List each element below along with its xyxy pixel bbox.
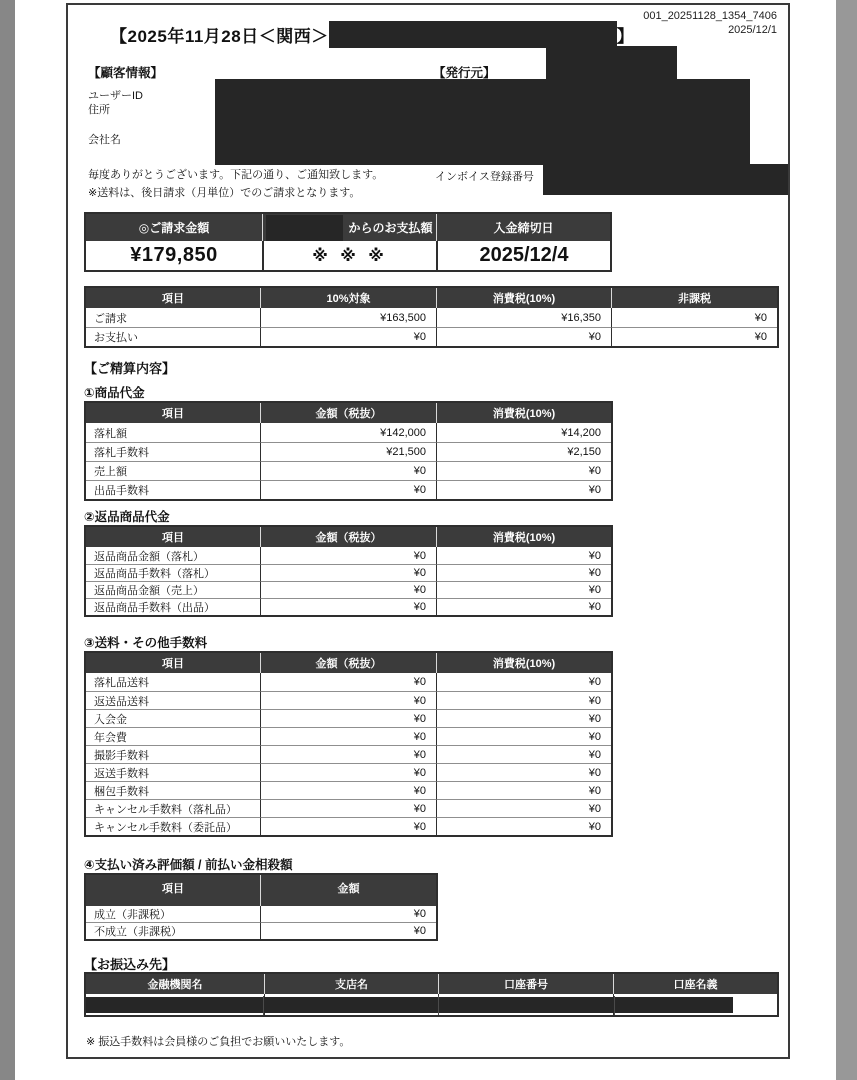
- cell-value: ¥0: [260, 547, 436, 564]
- table-row: [86, 673, 611, 691]
- cell-label: 返送手数料: [86, 763, 260, 781]
- col-header-amount: 金額（税抜）: [260, 403, 436, 423]
- cell-value: ¥0: [260, 709, 436, 727]
- cell-value: ¥0: [436, 327, 611, 346]
- returns-header-row: [86, 527, 611, 547]
- product-header-row: [86, 403, 611, 423]
- col-header-item: 項目: [86, 653, 260, 673]
- prepaid-section: [84, 855, 434, 941]
- cell-label: 梱包手数料: [86, 781, 260, 799]
- invoice-page: [66, 3, 790, 1059]
- settlement-section-title: 【ご精算内容】: [84, 361, 176, 376]
- prepaid-header-row: [86, 875, 436, 906]
- table-row: [86, 817, 611, 835]
- cell-value: ¥0: [436, 745, 611, 763]
- col-header-amount: 金額: [260, 875, 436, 906]
- cell-value: ¥0: [436, 763, 611, 781]
- redacted-customer-issuer-block: [215, 79, 750, 165]
- page-title: [110, 21, 634, 48]
- cell-value: ¥0: [260, 817, 436, 835]
- table-row: [86, 327, 777, 346]
- cell-value: ¥163,500: [260, 308, 436, 327]
- product-fees-section: [84, 383, 609, 501]
- cell-label: 落札額: [86, 423, 260, 442]
- field-label-address: 住所: [88, 104, 110, 116]
- issuer-section-label: 【発行元】: [433, 66, 496, 80]
- cell-value: ¥0: [436, 673, 611, 691]
- cell-label: 落札手数料: [86, 442, 260, 461]
- cell-value: ¥0: [260, 480, 436, 499]
- bank-transfer-section: [84, 954, 775, 1017]
- table-row: [86, 442, 611, 461]
- table-row: [86, 781, 611, 799]
- table-row: [86, 423, 611, 442]
- col-header-payment-from: からのお支払額: [262, 214, 436, 241]
- redacted-issuer-top: [546, 46, 677, 79]
- col-header-tax-exempt: 非課税: [611, 288, 777, 308]
- cell-value: ¥0: [436, 709, 611, 727]
- transfer-fee-note: ※ 振込手数料は会員様のご負担でお願いいたします。: [86, 1036, 351, 1048]
- table-row: [86, 598, 611, 615]
- cell-label: 返品商品金額（売上）: [86, 581, 260, 598]
- col-header-consumption-tax: 消費税(10%): [436, 288, 611, 308]
- cell-value: ¥0: [260, 906, 436, 922]
- cell-value: ¥0: [260, 581, 436, 598]
- cell-value: ¥0: [260, 564, 436, 581]
- table-row: [86, 799, 611, 817]
- table-row: [86, 547, 611, 564]
- cell-value: ¥0: [260, 727, 436, 745]
- table-row: [86, 763, 611, 781]
- cell-label: 撮影手数料: [86, 745, 260, 763]
- bank-column-divider: [614, 996, 615, 1015]
- table-row: [86, 709, 611, 727]
- col-header-bank-name: 金融機関名: [86, 974, 264, 994]
- cell-value: ¥0: [260, 598, 436, 615]
- col-header-billed-amount: ◎ご請求金額: [86, 214, 262, 241]
- field-label-user-id: ユーザーID: [88, 90, 143, 102]
- cell-label: 入会金: [86, 709, 260, 727]
- cell-label: 年会費: [86, 727, 260, 745]
- col-header-account-number: 口座番号: [438, 974, 613, 994]
- customer-section-label: 【顧客情報】: [88, 66, 164, 80]
- table-row: [86, 691, 611, 709]
- cell-value: ¥0: [260, 922, 436, 939]
- cell-value: ¥0: [260, 745, 436, 763]
- payment-value: ※ ※ ※: [262, 241, 436, 270]
- cell-label: キャンセル手数料（委託品）: [86, 817, 260, 835]
- returns-section: [84, 507, 609, 617]
- table-row: [86, 745, 611, 763]
- cell-label: 成立（非課税）: [86, 906, 260, 922]
- cell-value: ¥0: [436, 461, 611, 480]
- cell-value: ¥0: [260, 691, 436, 709]
- returns-title: ②返品商品代金: [84, 510, 170, 524]
- cell-label: 出品手数料: [86, 480, 260, 499]
- col-header-item: 項目: [86, 527, 260, 547]
- billing-summary-table: [84, 212, 608, 272]
- cell-label: 返品商品手数料（落札）: [86, 564, 260, 581]
- prepaid-title: ④支払い済み評価額 / 前払い金相殺額: [84, 858, 293, 872]
- cell-value: ¥0: [260, 461, 436, 480]
- cell-value: ¥2,150: [436, 442, 611, 461]
- cell-value: ¥0: [436, 799, 611, 817]
- left-gutter: [0, 0, 15, 1080]
- doc-meta: [643, 9, 777, 37]
- bank-header-row: [86, 974, 777, 994]
- col-header-amount: 金額（税抜）: [260, 527, 436, 547]
- redacted-title-text: [329, 21, 617, 48]
- col-header-item: 項目: [86, 288, 260, 308]
- field-label-company: 会社名: [88, 134, 121, 146]
- tax-header-row: [86, 288, 777, 308]
- cell-value: ¥142,000: [260, 423, 436, 442]
- redacted-invoice-number: [543, 164, 788, 195]
- cell-value: ¥0: [436, 727, 611, 745]
- cell-value: ¥0: [436, 691, 611, 709]
- col-header-consumption-tax: 消費税(10%): [436, 527, 611, 547]
- cell-value: ¥0: [436, 564, 611, 581]
- cell-label: 返品商品手数料（出品）: [86, 598, 260, 615]
- col-header-account-holder: 口座名義: [613, 974, 777, 994]
- cell-value: ¥0: [436, 581, 611, 598]
- tax-breakdown-table: [84, 286, 775, 348]
- cell-label: 返送品送料: [86, 691, 260, 709]
- bank-column-divider: [263, 996, 264, 1015]
- table-row: [86, 461, 611, 480]
- col-header-consumption-tax: 消費税(10%): [436, 403, 611, 423]
- cell-label: ご請求: [86, 308, 260, 327]
- right-scroll-gutter: [836, 0, 857, 1080]
- cell-value: ¥0: [436, 817, 611, 835]
- cell-value: ¥0: [436, 480, 611, 499]
- table-row: [86, 906, 436, 922]
- cell-value: ¥0: [260, 799, 436, 817]
- cell-label: 落札品送料: [86, 673, 260, 691]
- bank-transfer-title: 【お振込み先】: [84, 957, 176, 972]
- bank-column-divider: [438, 996, 439, 1015]
- col-header-item: 項目: [86, 403, 260, 423]
- cell-label: 売上額: [86, 461, 260, 480]
- col-header-taxable: 10%対象: [260, 288, 436, 308]
- col-header-consumption-tax: 消費税(10%): [436, 653, 611, 673]
- greeting-line-1: 毎度ありがとうございます。下記の通り、ご通知致します。: [88, 169, 384, 181]
- cell-value: ¥0: [260, 781, 436, 799]
- col-header-due-date: 入金締切日: [436, 214, 610, 241]
- doc-date: 2025/12/1: [728, 24, 777, 36]
- cell-label: 不成立（非課税）: [86, 922, 260, 939]
- greeting-line-2: ※送料は、後日請求（月単位）でのご請求となります。: [88, 187, 361, 199]
- cell-value: ¥0: [436, 781, 611, 799]
- col-header-branch-name: 支店名: [264, 974, 438, 994]
- cell-label: キャンセル手数料（落札品）: [86, 799, 260, 817]
- table-row: [86, 480, 611, 499]
- shipping-fees-section: [84, 633, 609, 837]
- cell-value: ¥0: [260, 327, 436, 346]
- cell-label: お支払い: [86, 327, 260, 346]
- table-row: [86, 581, 611, 598]
- cell-value: ¥0: [611, 327, 777, 346]
- cell-value: ¥0: [260, 763, 436, 781]
- doc-number: 001_20251128_1354_7406: [643, 10, 777, 22]
- page-title-prefix: 【2025年11月28日＜関西＞: [110, 27, 329, 46]
- due-date-value: 2025/12/4: [436, 241, 610, 270]
- table-row: [86, 727, 611, 745]
- shipping-header-row: [86, 653, 611, 673]
- shipping-fees-title: ③送料・その他手数料: [84, 636, 208, 650]
- product-fees-title: ①商品代金: [84, 386, 145, 400]
- cell-value: ¥0: [436, 598, 611, 615]
- summary-header-row: [86, 214, 610, 241]
- invoice-registration-label: インボイス登録番号: [435, 171, 534, 183]
- table-row: [86, 922, 436, 939]
- redacted-payer-name: [266, 215, 343, 241]
- cell-value: ¥0: [611, 308, 777, 327]
- cell-label: 返品商品金額（落札）: [86, 547, 260, 564]
- col-header-amount: 金額（税抜）: [260, 653, 436, 673]
- table-row: [86, 308, 777, 327]
- cell-value: ¥14,200: [436, 423, 611, 442]
- col-header-item: 項目: [86, 875, 260, 906]
- page-title-suffix: 】: [616, 27, 635, 46]
- cell-value: ¥0: [260, 673, 436, 691]
- redacted-bank-details: [86, 997, 733, 1013]
- cell-value: ¥16,350: [436, 308, 611, 327]
- cell-value: ¥0: [436, 547, 611, 564]
- summary-value-row: [86, 241, 610, 270]
- table-row: [86, 564, 611, 581]
- cell-value: ¥21,500: [260, 442, 436, 461]
- billed-amount-value: ¥179,850: [86, 241, 262, 270]
